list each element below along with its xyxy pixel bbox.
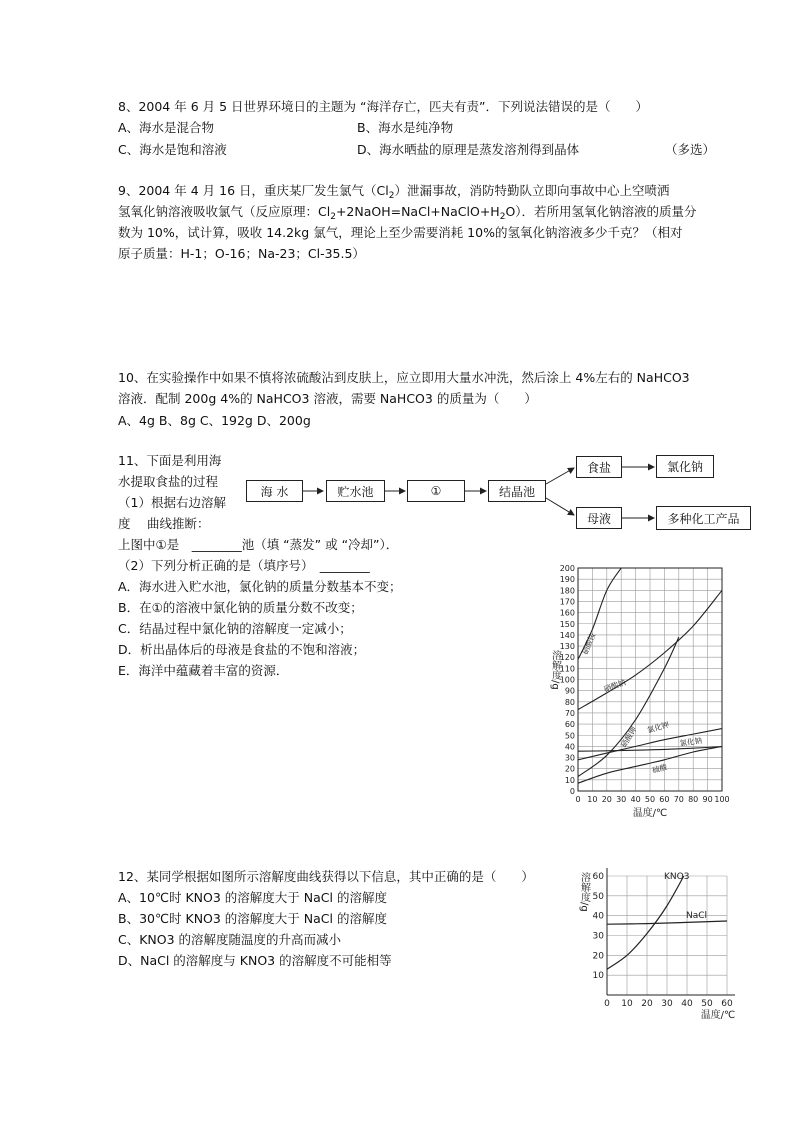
- series-label: 氯化钾: [646, 720, 671, 735]
- y-tick-label: 130: [559, 642, 575, 652]
- y-tick-label: 70: [564, 708, 575, 718]
- series-line-3: [578, 637, 679, 776]
- x-tick-label: 30: [661, 999, 673, 1009]
- x-axis-label: 温度/℃: [632, 808, 668, 819]
- q10-line2: 溶液．配制 200g 4%的 NaHCO3 溶液，需要 NaHCO3 的质量为（ ）: [118, 391, 537, 406]
- x-tick-label: 10: [621, 999, 633, 1009]
- x-tick-label: 70: [673, 795, 684, 804]
- x-tick-label: 40: [681, 999, 693, 1009]
- q11-option-b: B．在①的溶液中氯化钠的质量分数不改变；: [118, 600, 363, 615]
- flow-node-crystallization-pool: 结晶池: [488, 480, 546, 502]
- y-tick-label: 0: [569, 787, 575, 796]
- y-tick-label: 200: [559, 564, 575, 573]
- q11-line6: （2）下列分析正确的是（填序号） ________: [118, 558, 370, 573]
- series-label: 硫酸: [651, 762, 669, 775]
- q12-option-c: C、KNO3 的溶解度随温度的升高而减小: [118, 932, 342, 947]
- q9-line2: 氢氧化钠溶液吸收氯气（反应原理：$Cl_2+2NaOH=NaCl+NaClO+H_2O$）．若所用氢氧化钠溶液的质量分: [118, 204, 697, 222]
- q9-line1: 9、2004 年 4 月 16 日，重庆某厂发生氯气$(Cl_2)$泄漏事故，消防特勤队立即向事故中心上空喷洒: [118, 183, 670, 201]
- y-tick-label: 10: [564, 775, 575, 785]
- q9-line4: 原子质量：H-1；O-16；Na-23；Cl-35.5）: [118, 246, 365, 261]
- x-tick-label: 0: [575, 795, 581, 804]
- solubility-chart-small: [570, 862, 750, 1022]
- q8-note: （多选）: [665, 142, 716, 157]
- x-tick-label: 60: [659, 795, 670, 804]
- q9-line3: 数为 10%，试计算，吸收 14.2kg 氯气，理论上至少需要消耗 10%的氢氧化钠溶液多少千克？（相对: [118, 225, 683, 240]
- q11-line3: （1）根据右边溶解: [118, 495, 226, 510]
- q11-option-d: D．析出晶体后的母液是食盐的不饱和溶液；: [118, 642, 366, 657]
- x-tick-label: 60: [721, 999, 733, 1009]
- y-tick-label: 170: [559, 597, 575, 607]
- y-tick-label: 110: [559, 664, 575, 674]
- y-tick-label: 140: [559, 630, 575, 640]
- y-tick-label: 90: [564, 686, 575, 696]
- series-label: 硝酸钠: [602, 677, 627, 694]
- flow-node-sodium-chloride: 氯化钠: [656, 455, 714, 478]
- y-tick-label: 160: [559, 608, 575, 618]
- y-tick-label: 100: [559, 675, 575, 685]
- q11-option-c: C．结晶过程中氯化钠的溶解度一定减小；: [118, 621, 352, 636]
- y-tick-label: 40: [564, 742, 575, 752]
- flow-node-storage-pool: 贮水池: [326, 480, 385, 502]
- x-tick-label: 0: [604, 999, 610, 1009]
- y-tick-label: 80: [564, 697, 575, 707]
- series-label: NaCl: [686, 911, 708, 921]
- solubility-chart-large: [535, 560, 735, 822]
- series-label: KNO3: [664, 872, 690, 882]
- q10-options: A、4g B、8g C、192g D、200g: [118, 413, 311, 428]
- q11-line2: 水提取食盐的过程: [118, 474, 219, 489]
- x-tick-label: 50: [644, 795, 656, 804]
- x-tick-label: 30: [616, 795, 627, 804]
- y-tick-label: 40: [592, 911, 604, 922]
- flow-node-chemical-products: 多种化工产品: [656, 506, 751, 530]
- q11-line1: 11、下面是利用海: [118, 453, 222, 468]
- y-tick-label: 50: [564, 731, 575, 741]
- x-tick-label: 40: [630, 795, 641, 804]
- q8-option-a: A、海水是混合物: [118, 120, 215, 135]
- x-tick-label: 10: [587, 795, 598, 804]
- x-tick-label: 80: [688, 795, 699, 804]
- q8-stem: 8、2004 年 6 月 5 日世界环境日的主题为 “海洋存亡，匹夫有责”．下列说法错误的是（ ）: [118, 99, 648, 114]
- flow-node-mother-liquor: 母液: [576, 507, 622, 529]
- q8-option-d: D、海水晒盐的原理是蒸发溶剂得到晶体: [357, 142, 580, 157]
- y-tick-label: 30: [564, 753, 575, 763]
- x-tick-label: 90: [702, 795, 713, 804]
- series-label: 硝酸钾: [619, 725, 639, 750]
- y-tick-label: 20: [564, 764, 575, 774]
- y-tick-label: 120: [559, 653, 575, 663]
- y-tick-label: 60: [564, 720, 575, 730]
- x-tick-label: 50: [701, 999, 713, 1009]
- y-tick-label: 60: [592, 872, 604, 882]
- y-tick-label: 20: [592, 951, 604, 962]
- y-tick-label: 30: [592, 931, 604, 942]
- y-tick-label: 190: [559, 575, 575, 585]
- x-tick-label: 100: [714, 795, 730, 804]
- q8-option-b: B、海水是纯净物: [357, 120, 454, 135]
- q12-option-b: B、30℃时 KNO3 的溶解度大于 NaCl 的溶解度: [118, 911, 387, 926]
- x-axis-label: 温度/℃: [700, 1010, 736, 1021]
- y-tick-label: 50: [592, 891, 604, 902]
- y-tick-label: 150: [559, 619, 575, 629]
- series-label: 氯化钠: [679, 735, 703, 748]
- x-tick-label: 20: [641, 999, 653, 1009]
- q12-option-d: D、NaCl 的溶解度与 KNO3 的溶解度不可能相等: [118, 953, 392, 968]
- q12-stem: 12、某同学根据如图所示溶解度曲线获得以下信息，其中正确的是（ ）: [118, 869, 534, 884]
- q12-option-a: A、10℃时 KNO3 的溶解度大于 NaCl 的溶解度: [118, 890, 387, 905]
- q11-line5: 上图中①是 ________池（填 “蒸发” 或 “冷却”）．: [118, 537, 399, 552]
- flow-node-salt: 食盐: [576, 456, 622, 478]
- y-axis-label: 溶解度/g: [578, 872, 590, 912]
- flow-node-seawater: 海 水: [246, 480, 303, 502]
- flow-node-blank-pool: ①: [407, 480, 465, 502]
- y-axis-label: 溶解度/g: [549, 650, 561, 690]
- q10-line1: 10、在实验操作中如果不慎将浓硫酸沾到皮肤上，应立即用大量水冲洗，然后涂上 4%左右的 NaHCO3: [118, 370, 690, 385]
- y-tick-label: 10: [592, 971, 604, 982]
- y-tick-label: 180: [559, 586, 575, 596]
- q11-option-e: E．海洋中蕴藏着丰富的资源．: [118, 663, 289, 678]
- x-tick-label: 20: [601, 795, 612, 804]
- q11-line4: 度 曲线推断：: [118, 516, 210, 531]
- series-label: 硝酸铵: [580, 631, 598, 656]
- q11-option-a: A．海水进入贮水池，氯化钠的质量分数基本不变；: [118, 579, 402, 594]
- q8-option-c: C、海水是饱和溶液: [118, 142, 227, 157]
